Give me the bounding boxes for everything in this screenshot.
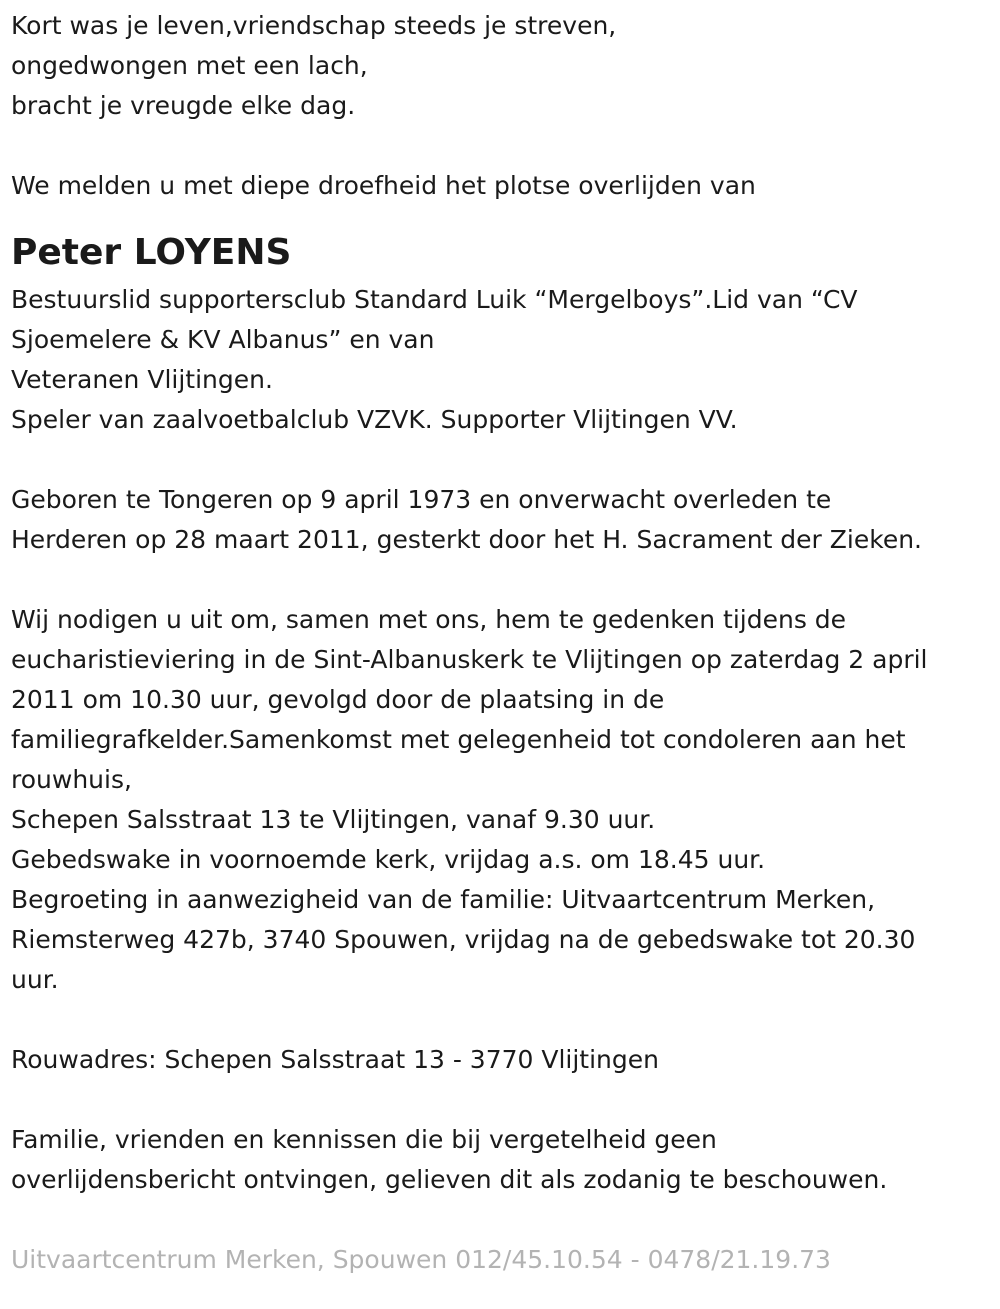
deceased-name: Peter LOYENS [11, 232, 292, 273]
birth-death-line: Herderen op 28 maart 2011, gesterkt door het H. Sacrament der Zieken. [11, 525, 922, 554]
closing-note-line: Familie, vrienden en kennissen die bij vergetelheid geen [11, 1125, 717, 1154]
ceremony-line: familiegrafkelder.Samenkomst met gelegenheid tot condoleren aan het [11, 725, 906, 754]
spacer [11, 1200, 996, 1240]
affiliation-line: Bestuurslid supportersclub Standard Luik “Mergelboys”.Lid van “CV [11, 285, 858, 314]
ceremony-line: Wij nodigen u uit om, samen met ons, hem te gedenken tijdens de [11, 605, 847, 634]
verse-line: bracht je vreugde elke dag. [11, 91, 356, 120]
ceremony-line: 2011 om 10.30 uur, gevolgd door de plaatsing in de [11, 685, 665, 714]
obituary-notice [11, 0, 996, 1280]
verse-line: ongedwongen met een lach, [11, 51, 368, 80]
ceremony-line: rouwhuis, [11, 765, 132, 794]
memorial-verse [11, 6, 996, 126]
birth-death-line: Geboren te Tongeren op 9 april 1973 en onverwacht overleden te [11, 485, 832, 514]
ceremony-line: eucharistieviering in de Sint-Albanuskerk te Vlijtingen op zaterdag 2 april [11, 645, 928, 674]
ceremony-line: Riemsterweg 427b, 3740 Spouwen, vrijdag na de gebedswake tot 20.30 [11, 925, 916, 954]
affiliation-line: Sjoemelere & KV Albanus” en van [11, 325, 435, 354]
spacer [11, 560, 996, 600]
closing-note-line: overlijdensbericht ontvingen, gelieven dit als zodanig te beschouwen. [11, 1165, 888, 1194]
ceremony-line: Gebedswake in voornoemde kerk, vrijdag a.s. om 18.45 uur. [11, 845, 766, 874]
mourning-address: Rouwadres: Schepen Salsstraat 13 - 3770 Vlijtingen [11, 1045, 659, 1074]
ceremony-line: uur. [11, 965, 59, 994]
ceremony-block [11, 600, 996, 1000]
closing-note-block [11, 1120, 996, 1200]
affiliation-line: Veteranen Vlijtingen. [11, 365, 273, 394]
announcement-text: We melden u met diepe droefheid het plotse overlijden van [11, 171, 756, 200]
ceremony-line: Begroeting in aanwezigheid van de familie: Uitvaartcentrum Merken, [11, 885, 876, 914]
spacer [11, 440, 996, 480]
verse-line: Kort was je leven,vriendschap steeds je streven, [11, 11, 617, 40]
birth-death-block [11, 480, 996, 560]
spacer [11, 126, 996, 166]
affiliation-line: Speler van zaalvoetbalclub VZVK. Supporter Vlijtingen VV. [11, 405, 738, 434]
affiliations-block [11, 280, 996, 440]
spacer [11, 1080, 996, 1120]
ceremony-line: Schepen Salsstraat 13 te Vlijtingen, vanaf 9.30 uur. [11, 805, 656, 834]
funeral-home-footer: Uitvaartcentrum Merken, Spouwen 012/45.10.54 - 0478/21.19.73 [11, 1245, 831, 1274]
spacer [11, 1000, 996, 1040]
